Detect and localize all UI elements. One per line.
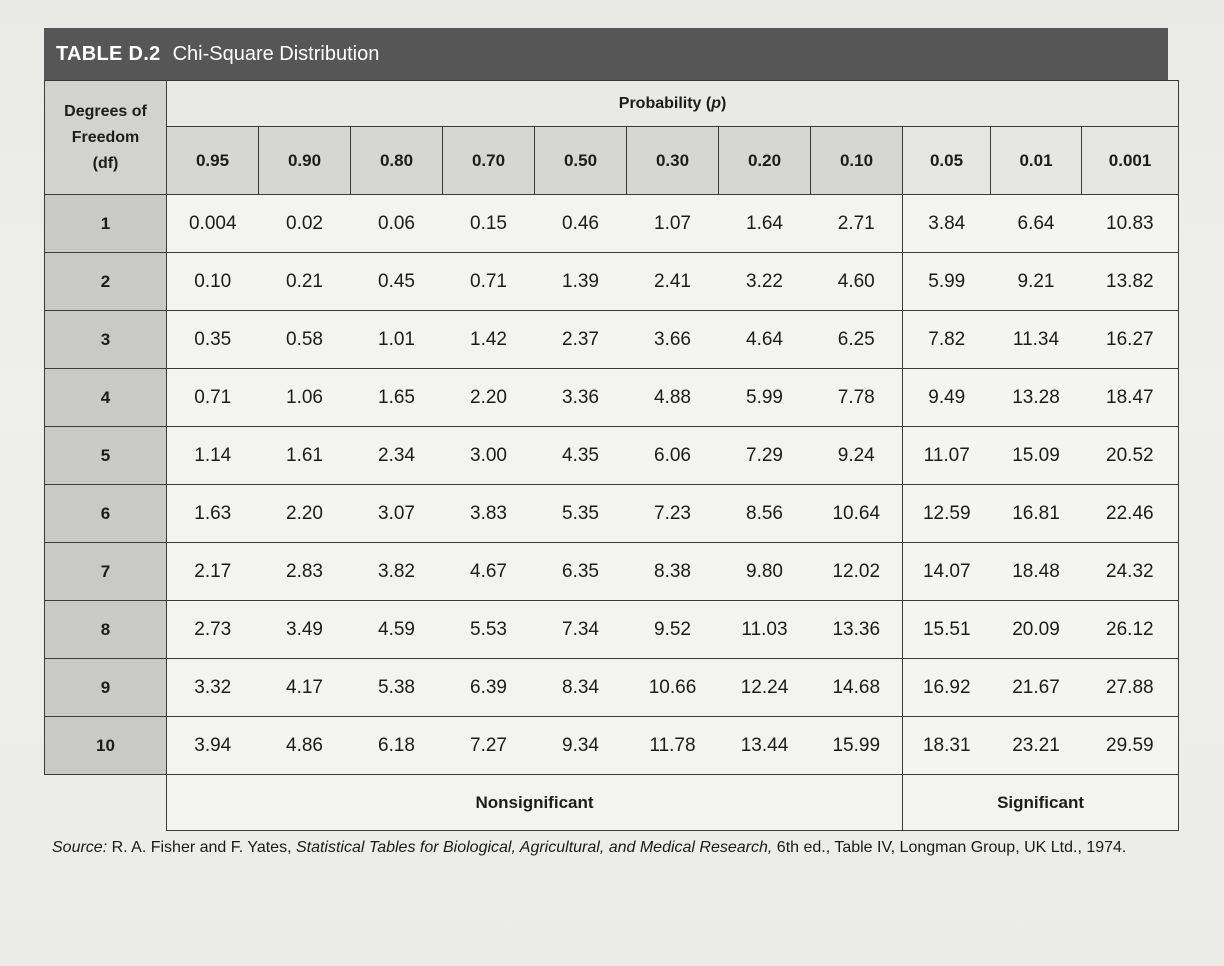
chi-square-value-cell: 1.42	[443, 311, 535, 369]
chi-square-value-cell: 4.17	[259, 659, 351, 717]
chi-square-value-cell: 5.99	[719, 369, 811, 427]
chi-square-value-cell: 11.03	[719, 601, 811, 659]
df-header-line-1: Degrees of	[64, 102, 147, 120]
chi-square-value-cell: 4.64	[719, 311, 811, 369]
chi-square-value-cell: 9.49	[903, 369, 991, 427]
probability-label: Probability (	[618, 94, 712, 112]
chi-square-table-panel	[44, 28, 1168, 828]
significant-label: Significant	[903, 775, 1179, 831]
chi-square-value-cell: 3.32	[167, 659, 259, 717]
chi-square-value-cell: 5.99	[903, 253, 991, 311]
chi-square-value-cell: 9.80	[719, 543, 811, 601]
chi-square-value-cell: 3.83	[443, 485, 535, 543]
chi-square-value-cell: 0.21	[259, 253, 351, 311]
chi-square-value-cell: 16.92	[903, 659, 991, 717]
chi-square-value-cell: 10.64	[811, 485, 903, 543]
footer-spacer	[45, 775, 167, 831]
probability-column-header: 0.30	[627, 127, 719, 195]
df-cell: 7	[45, 543, 167, 601]
source-authors: R. A. Fisher and F. Yates,	[107, 839, 296, 856]
chi-square-value-cell: 12.24	[719, 659, 811, 717]
chi-square-value-cell: 15.51	[903, 601, 991, 659]
chi-square-value-cell: 3.66	[627, 311, 719, 369]
chi-square-value-cell: 9.21	[991, 253, 1082, 311]
chi-square-value-cell: 1.07	[627, 195, 719, 253]
probability-column-header: 0.90	[259, 127, 351, 195]
chi-square-value-cell: 0.06	[351, 195, 443, 253]
chi-square-value-cell: 1.64	[719, 195, 811, 253]
chi-square-value-cell: 13.28	[991, 369, 1082, 427]
table-row	[45, 717, 1179, 775]
chi-square-table	[44, 80, 1179, 831]
probability-column-header: 0.05	[903, 127, 991, 195]
table-row	[45, 659, 1179, 717]
source-prefix: Source:	[52, 839, 108, 856]
chi-square-value-cell: 6.18	[351, 717, 443, 775]
df-cell: 5	[45, 427, 167, 485]
chi-square-value-cell: 3.00	[443, 427, 535, 485]
chi-square-value-cell: 9.34	[535, 717, 627, 775]
df-column-header	[45, 81, 167, 195]
chi-square-value-cell: 3.84	[903, 195, 991, 253]
chi-square-value-cell: 0.45	[351, 253, 443, 311]
chi-square-value-cell: 4.35	[535, 427, 627, 485]
chi-square-value-cell: 0.35	[167, 311, 259, 369]
chi-square-value-cell: 5.38	[351, 659, 443, 717]
chi-square-value-cell: 7.27	[443, 717, 535, 775]
table-body	[45, 195, 1179, 775]
chi-square-value-cell: 2.20	[443, 369, 535, 427]
chi-square-value-cell: 21.67	[991, 659, 1082, 717]
probability-column-header: 0.80	[351, 127, 443, 195]
df-cell: 3	[45, 311, 167, 369]
chi-square-value-cell: 10.66	[627, 659, 719, 717]
chi-square-value-cell: 23.21	[991, 717, 1082, 775]
chi-square-value-cell: 3.22	[719, 253, 811, 311]
chi-square-value-cell: 1.65	[351, 369, 443, 427]
chi-square-value-cell: 7.34	[535, 601, 627, 659]
chi-square-value-cell: 13.82	[1082, 253, 1179, 311]
chi-square-value-cell: 8.56	[719, 485, 811, 543]
chi-square-value-cell: 1.14	[167, 427, 259, 485]
chi-square-value-cell: 2.41	[627, 253, 719, 311]
chi-square-value-cell: 3.49	[259, 601, 351, 659]
chi-square-value-cell: 4.67	[443, 543, 535, 601]
chi-square-value-cell: 16.81	[991, 485, 1082, 543]
chi-square-value-cell: 0.71	[167, 369, 259, 427]
chi-square-value-cell: 1.61	[259, 427, 351, 485]
chi-square-value-cell: 8.38	[627, 543, 719, 601]
df-cell: 9	[45, 659, 167, 717]
probability-columns-row	[45, 127, 1179, 195]
table-row	[45, 369, 1179, 427]
probability-close: )	[721, 94, 727, 112]
chi-square-value-cell: 1.63	[167, 485, 259, 543]
df-cell: 1	[45, 195, 167, 253]
chi-square-value-cell: 9.24	[811, 427, 903, 485]
df-header-line-2: Freedom	[71, 128, 140, 146]
chi-square-value-cell: 7.29	[719, 427, 811, 485]
chi-square-value-cell: 29.59	[1082, 717, 1179, 775]
table-row	[45, 485, 1179, 543]
df-cell: 6	[45, 485, 167, 543]
chi-square-value-cell: 16.27	[1082, 311, 1179, 369]
chi-square-value-cell: 14.07	[903, 543, 991, 601]
probability-column-header: 0.20	[719, 127, 811, 195]
chi-square-value-cell: 26.12	[1082, 601, 1179, 659]
chi-square-value-cell: 1.01	[351, 311, 443, 369]
nonsignificant-label: Nonsignificant	[167, 775, 903, 831]
chi-square-value-cell: 2.83	[259, 543, 351, 601]
chi-square-value-cell: 20.52	[1082, 427, 1179, 485]
chi-square-value-cell: 15.09	[991, 427, 1082, 485]
chi-square-value-cell: 4.60	[811, 253, 903, 311]
chi-square-value-cell: 3.94	[167, 717, 259, 775]
table-row	[45, 601, 1179, 659]
df-cell: 8	[45, 601, 167, 659]
chi-square-value-cell: 6.39	[443, 659, 535, 717]
chi-square-value-cell: 15.99	[811, 717, 903, 775]
table-row	[45, 195, 1179, 253]
chi-square-value-cell: 11.34	[991, 311, 1082, 369]
chi-square-value-cell: 7.82	[903, 311, 991, 369]
chi-square-value-cell: 4.86	[259, 717, 351, 775]
chi-square-value-cell: 18.48	[991, 543, 1082, 601]
df-cell: 10	[45, 717, 167, 775]
probability-symbol: p	[711, 94, 721, 112]
table-row	[45, 543, 1179, 601]
chi-square-value-cell: 0.004	[167, 195, 259, 253]
table-title-bar	[44, 28, 1168, 80]
chi-square-value-cell: 1.39	[535, 253, 627, 311]
chi-square-value-cell: 8.34	[535, 659, 627, 717]
chi-square-value-cell: 3.07	[351, 485, 443, 543]
chi-square-value-cell: 13.36	[811, 601, 903, 659]
probability-column-header: 0.70	[443, 127, 535, 195]
chi-square-value-cell: 0.46	[535, 195, 627, 253]
probability-column-header: 0.50	[535, 127, 627, 195]
chi-square-value-cell: 7.23	[627, 485, 719, 543]
chi-square-value-cell: 5.53	[443, 601, 535, 659]
chi-square-value-cell: 2.71	[811, 195, 903, 253]
chi-square-value-cell: 2.34	[351, 427, 443, 485]
table-number: TABLE D.2	[56, 42, 161, 65]
chi-square-value-cell: 0.71	[443, 253, 535, 311]
chi-square-value-cell: 14.68	[811, 659, 903, 717]
source-citation	[52, 836, 1162, 860]
chi-square-value-cell: 2.20	[259, 485, 351, 543]
chi-square-value-cell: 20.09	[991, 601, 1082, 659]
chi-square-value-cell: 2.37	[535, 311, 627, 369]
chi-square-value-cell: 0.58	[259, 311, 351, 369]
chi-square-value-cell: 1.06	[259, 369, 351, 427]
chi-square-value-cell: 5.35	[535, 485, 627, 543]
chi-square-value-cell: 6.35	[535, 543, 627, 601]
chi-square-value-cell: 6.06	[627, 427, 719, 485]
chi-square-value-cell: 0.10	[167, 253, 259, 311]
table-row	[45, 253, 1179, 311]
chi-square-value-cell: 13.44	[719, 717, 811, 775]
probability-header	[167, 81, 1179, 127]
table-row	[45, 311, 1179, 369]
probability-column-header: 0.001	[1082, 127, 1179, 195]
chi-square-value-cell: 27.88	[1082, 659, 1179, 717]
chi-square-value-cell: 11.07	[903, 427, 991, 485]
significance-footer-row	[45, 775, 1179, 831]
chi-square-value-cell: 6.25	[811, 311, 903, 369]
chi-square-value-cell: 24.32	[1082, 543, 1179, 601]
probability-column-header: 0.10	[811, 127, 903, 195]
chi-square-value-cell: 2.73	[167, 601, 259, 659]
chi-square-value-cell: 4.59	[351, 601, 443, 659]
source-book-title: Statistical Tables for Biological, Agricultural, and Medical Research,	[295, 839, 773, 856]
chi-square-value-cell: 2.17	[167, 543, 259, 601]
chi-square-value-cell: 3.36	[535, 369, 627, 427]
chi-square-value-cell: 4.88	[627, 369, 719, 427]
chi-square-value-cell: 12.59	[903, 485, 991, 543]
chi-square-value-cell: 3.82	[351, 543, 443, 601]
df-cell: 4	[45, 369, 167, 427]
df-cell: 2	[45, 253, 167, 311]
chi-square-value-cell: 6.64	[991, 195, 1082, 253]
chi-square-value-cell: 18.47	[1082, 369, 1179, 427]
chi-square-value-cell: 22.46	[1082, 485, 1179, 543]
chi-square-value-cell: 12.02	[811, 543, 903, 601]
chi-square-value-cell: 11.78	[627, 717, 719, 775]
probability-column-header: 0.01	[991, 127, 1082, 195]
source-details: 6th ed., Table IV, Longman Group, UK Ltd., 1974.	[772, 839, 1127, 856]
chi-square-value-cell: 18.31	[903, 717, 991, 775]
table-title: Chi-Square Distribution	[172, 42, 380, 65]
table-row	[45, 427, 1179, 485]
chi-square-value-cell: 7.78	[811, 369, 903, 427]
chi-square-value-cell: 9.52	[627, 601, 719, 659]
chi-square-value-cell: 0.02	[259, 195, 351, 253]
probability-column-header: 0.95	[167, 127, 259, 195]
chi-square-value-cell: 0.15	[443, 195, 535, 253]
chi-square-value-cell: 10.83	[1082, 195, 1179, 253]
df-header-line-3: (df)	[92, 154, 119, 172]
